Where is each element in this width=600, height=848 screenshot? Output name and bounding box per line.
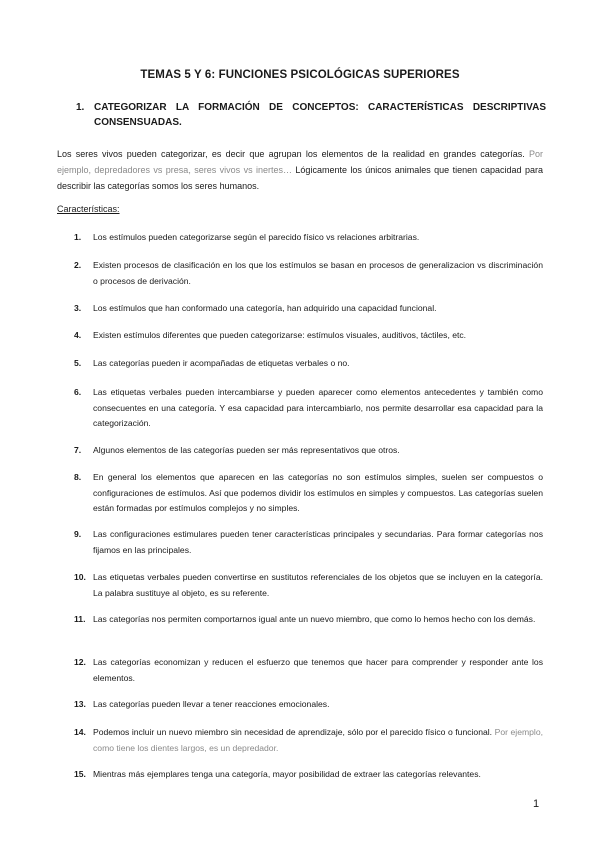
list-item [57,385,543,432]
list-item-text: Las configuraciones estimulares pueden tener características principales y secundarias. Para formar categorías nos fijamos en las principales. [93,529,543,555]
list-item-text: Las categorías pueden ir acompañadas de etiquetas verbales o no. [93,358,350,368]
intro-text-continued: Lógicamente los únicos animales que tienen capacidad para describir las categorías somos los seres humanos. [57,165,543,191]
section-title: CATEGORIZAR LA FORMACIÓN DE CONCEPTOS: CARACTERÍSTICAS DESCRIPTIVAS CONSENSUADAS. [94,102,546,128]
list-item-number: 13. [74,699,86,709]
list-item [57,527,543,558]
list-item [57,258,543,289]
list-item-number: 14. [74,727,86,737]
list-item-text: Existen procesos de clasificación en los que los estímulos se basan en procesos de generalizacion vs discriminación o procesos de derivación. [93,260,543,286]
list-item-main-text: Podemos incluir un nuevo miembro sin necesidad de aprendizaje, sólo por el parecido físico o funcional. [93,727,493,737]
page-title: TEMAS 5 Y 6: FUNCIONES PSICOLÓGICAS SUPERIORES [140,69,460,81]
list-item-number: 8. [74,472,82,482]
characteristics-list [57,0,543,848]
list-item [57,570,543,601]
list-item [57,725,543,756]
list-item [57,697,543,713]
list-item-number: 15. [74,769,86,779]
section-number: 1. [76,102,85,113]
list-item-number: 2. [74,260,82,270]
list-item-text: Mientras más ejemplares tenga una categoría, mayor posibilidad de extraer las categorías relevantes. [93,769,481,779]
list-item-text: Las categorías economizan y reducen el esfuerzo que tenemos que hacer para comprender y responder ante los elementos. [93,657,543,683]
list-item-text: Las etiquetas verbales pueden convertirse en sustitutos referenciales de los objetos que se incluyen en la categoría. La palabra sustituye al objeto, es su referente. [93,572,543,598]
list-item [57,301,543,317]
list-item [57,443,543,459]
intro-text: Los seres vivos pueden categorizar, es decir que agrupan los elementos de la realidad en grandes categorías. [57,149,525,159]
list-item-number: 11. [74,614,86,624]
list-item-number: 4. [74,330,82,340]
list-item-number: 7. [74,445,82,455]
list-item-example: Por ejemplo, como tiene los dientes largos, es un depredador. [93,727,543,753]
list-item-number: 1. [74,232,82,242]
list-item-text: Algunos elementos de las categorías pueden ser más representativos que otros. [93,445,400,455]
list-item-number: 5. [74,358,82,368]
list-item-text: Los estímulos pueden categorizarse según el parecido físico vs relaciones arbitrarias. [93,232,420,242]
list-item [57,767,543,783]
list-item-text: Las categorías pueden llevar a tener reacciones emocionales. [93,699,330,709]
list-item-text [93,725,543,756]
list-item-number: 9. [74,529,82,539]
list-item [57,328,543,344]
characteristics-heading: Características: [57,204,120,214]
list-item-number: 10. [74,572,86,582]
list-item [57,470,543,517]
list-item [57,230,543,246]
list-item-text: Las categorías nos permiten comportarnos igual ante un nuevo miembro, que como lo hemos hecho con los demás. [93,614,536,624]
list-item-number: 6. [74,387,82,397]
list-item-number: 12. [74,657,86,667]
page-number: 1 [533,798,540,810]
intro-example: Por ejemplo, depredadores vs presa, seres vivos vs inertes… [57,149,543,175]
list-item [57,612,543,628]
list-item [57,655,543,686]
list-item-text: Existen estímulos diferentes que pueden categorizarse: estímulos visuales, auditivos, táctiles, etc. [93,330,467,340]
list-item-text: Las etiquetas verbales pueden intercambiarse y pueden aparecer como elementos antecedentes y también como consecuentes en una categoría. Y esa capacidad para intercambiarlo, nos permite desarrollar esa capacidad para la categorización. [93,387,543,428]
list-item-text: En general los elementos que aparecen en las categorías no son estímulos simples, suelen ser compuestos o configuraciones de estímulos. Así que podemos dividir los estímulos en simples y compuestos. Las categorías suelen están formadas por estímulos complejos y no simples. [93,472,543,513]
list-item-text: Los estímulos que han conformado una categoría, han adquirido una capacidad funcional. [93,303,437,313]
list-item [57,356,543,372]
list-item-number: 3. [74,303,82,313]
